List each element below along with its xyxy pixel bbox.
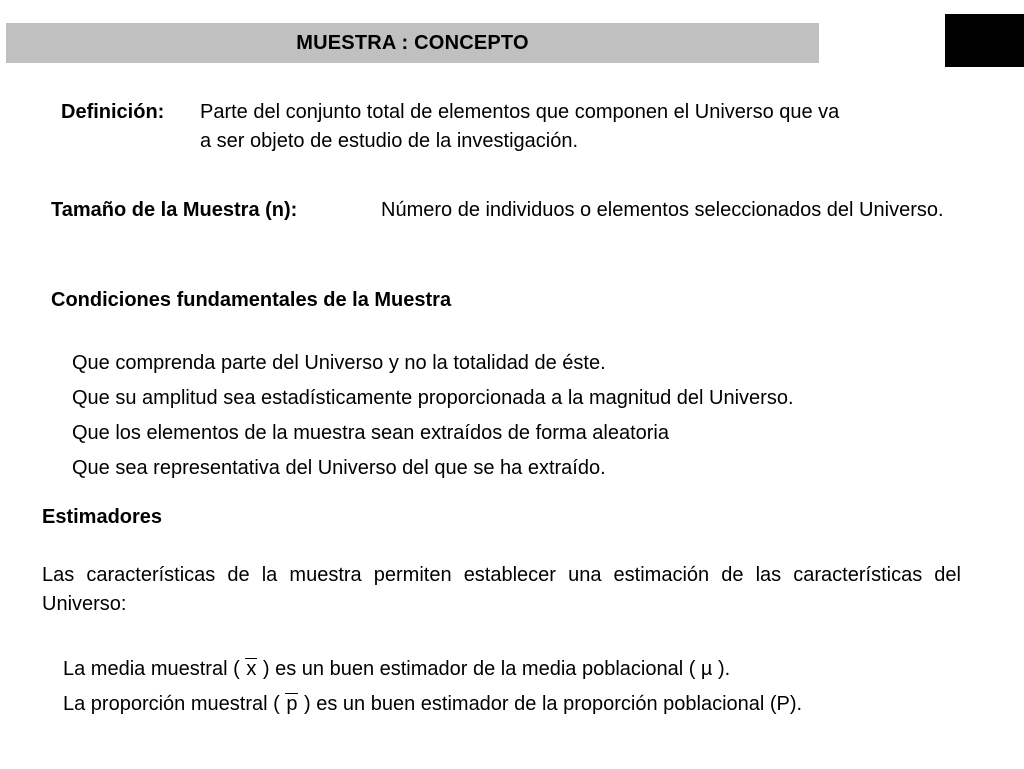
x-bar-symbol: x <box>246 658 257 680</box>
sample-mean-prefix: La media muestral ( <box>63 658 240 680</box>
list-item-sample-mean <box>63 652 802 687</box>
definition-line-1: Parte del conjunto total de elementos que componen el Universo que va <box>200 101 840 123</box>
estimators-list <box>63 652 802 722</box>
list-item: Que sea representativa del Universo del que se ha extraído. <box>72 457 606 479</box>
estimators-heading: Estimadores <box>42 506 163 528</box>
list-item: Que su amplitud sea estadísticamente proporcionada a la magnitud del Universo. <box>72 387 794 409</box>
sample-size-text: Número de individuos o elementos seleccionados del Universo. <box>381 199 944 221</box>
definition-label: Definición: <box>61 101 165 123</box>
page-title: MUESTRA : CONCEPTO <box>296 31 529 54</box>
list-item: Que los elementos de la muestra sean extraídos de forma aleatoria <box>72 422 669 444</box>
black-corner-block <box>945 14 1024 67</box>
estimators-text: Las características de la muestra permiten establecer una estimación de las características del Universo: <box>42 564 961 615</box>
sample-size-label: Tamaño de la Muestra (n): <box>51 199 298 221</box>
sample-proportion-suffix: ) es un buen estimador de la proporción poblacional (P). <box>304 693 803 715</box>
definition-line-2: a ser objeto de estudio de la investigación. <box>200 130 579 152</box>
p-bar-symbol: p <box>286 693 298 715</box>
definition-text <box>200 98 990 156</box>
conditions-heading: Condiciones fundamentales de la Muestra <box>51 289 452 311</box>
list-item: Que comprenda parte del Universo y no la totalidad de éste. <box>72 352 606 374</box>
conditions-list <box>72 346 794 486</box>
title-bar <box>6 23 819 63</box>
sample-mean-suffix: ) es un buen estimador de la media poblacional ( µ ). <box>262 658 731 680</box>
list-item-sample-proportion <box>63 687 802 722</box>
sample-proportion-prefix: La proporción muestral ( <box>63 693 280 715</box>
